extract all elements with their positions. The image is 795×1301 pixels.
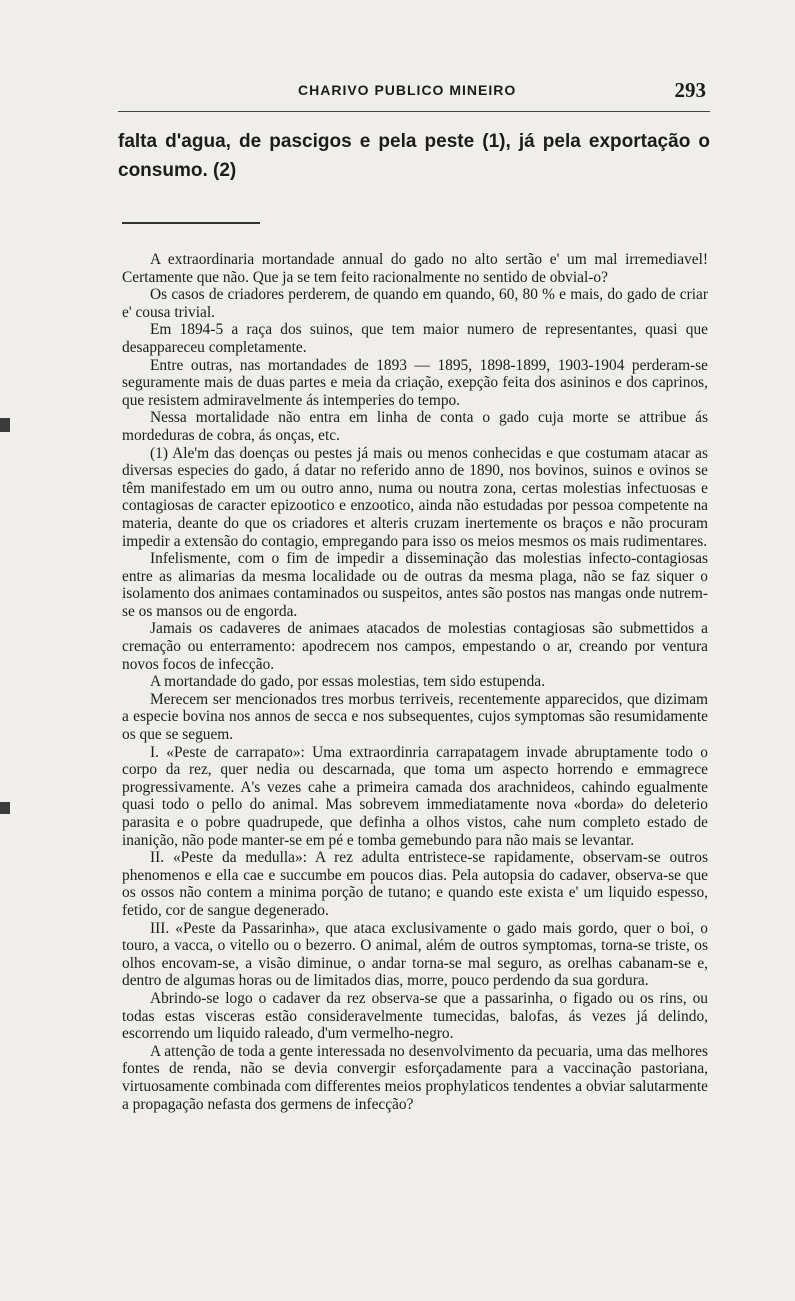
footnote-paragraph: I. «Peste de carrapato»: Uma extraordinria carrapatagem invade abruptamente todo o corpo da rez, quer nedia ou descarnada, que toma um aspecto horrendo e emmagrece progressivamente. A's vezes cahe a primeira camada dos arachnideos, cahindo egualmente quasi todo o pello do animal. Mas sobrevem immediatamente nova «borda» do deleterio parasita e o pobre quadrupede, que definha a olhos vistos, cahe num completo estado de inanição, não pode manter-se em pé e tomba gemebundo para não mais se levantar. (122, 743, 708, 849)
footnote-paragraph: A attenção de toda a gente interessada no desenvolvimento da pecuaria, uma das melhores fontes de renda, não se devia convergir esforçadamente para a vaccinação pastoriana, virtuosamente combinada com differentes meios prophylaticos tendentes a obviar salutarmente a propagação nefasta dos germens de infecção? (122, 1042, 708, 1113)
footnote-paragraph: A mortandade do gado, por essas molestias, tem sido estupenda. (150, 673, 545, 691)
footnote-paragraph: A extraordinaria mortandade annual do gado no alto sertão e' um mal irremediavel! Certamente que não. Que ja se tem feito racionalmente no sentido de obvial-o? (122, 251, 708, 286)
footnote-separator (122, 222, 260, 224)
footnote-paragraph: II. «Peste da medulla»: A rez adulta entristece-se rapidamente, observam-se outros phenomenos e ella cae e succumbe em poucos dias. Pela autopsia do cadaver, observa-se que os ossos não contem a minima porção de tutano; e quando este exista e' um liquido espesso, fetido, cor de sangue degenerado. (122, 849, 708, 919)
footnote-paragraph: (1) Ale'm das doenças ou pestes já mais ou menos conhecidas e que costumam atacar as diversas especies do gado, á datar no referido anno de 1890, nos bovinos, suinos e ovinos se têm manifestado em um ou outro anno, numa ou noutra zona, certas molestias infectuosas e contagiosas de caracter epizootico e enzootico, ainda não estudadas por pessoa competente na materia, deante do que os criadores et alteris cruzam inertemente os braços e não procuram impedir a extensão do contagio, empregando para isso os meios mesmos os mais rudimentares. (122, 444, 708, 550)
header-rule (118, 111, 710, 112)
footnote-paragraph: Infelismente, com o fim de impedir a disseminação das molestias infecto-contagiosas entre as alimarias da mesma localidade ou de outras da mesma plaga, não se faz siquer o isolamento dos animaes contaminados ou suspeitos, antes são postos nas mangas onde nutrem-se os mansos ou de engorda. (122, 550, 708, 620)
page-number: 293 (674, 78, 706, 102)
footnote-paragraph: Abrindo-se logo o cadaver da rez observa-se que a passarinha, o figado ou os rins, ou todas estas visceras estão consideravelmente tumecidas, balofas, ás vezes já delindo, escorrendo um liquido raleado, d'um vermelho-negro. (122, 989, 708, 1043)
footnote-paragraph: Em 1894-5 a raça dos suinos, que tem maior numero de representantes, quasi que desappareceu completamente. (122, 321, 708, 356)
scan-edge-mark (0, 802, 10, 814)
scan-edge-mark (0, 418, 10, 432)
running-header (118, 78, 710, 108)
footnote-paragraph: Entre outras, nas mortandades de 1893 — 1895, 1898-1899, 1903-1904 perderam-se seguramente mais de duas partes e meia da criação, exepção feita dos asininos e dos caprinos, que resistem admiravelmente ás intemperies do tempo. (122, 356, 708, 409)
footnote-paragraph: Jamais os cadaveres de animaes atacados de molestias contagiosas são submettidos a cremação ou enterramento: apodrecem nos campos, empestando o ar, creando por ventura novos focos de infecção. (122, 620, 708, 673)
footnote-paragraph: Nessa mortalidade não entra em linha de conta o gado cuja morte se attribue ás mordeduras de cobra, ás onças, etc. (122, 409, 708, 444)
footnote-paragraph: III. «Peste da Passarinha», que ataca exclusivamente o gado mais gordo, quer o boi, o touro, a vacca, o vitello ou o bezerro. O animal, além de outros symptomas, torna-se triste, os olhos encovam-se, a visão diminue, o andar torna-se mal seguro, as orelhas cabanam-se e, dentro de algumas horas ou de limitados dias, morre, pouco perdendo da sua gordura. (122, 919, 708, 990)
main-paragraph: falta d'agua, de pascigos e pela peste (1), já pela exportação o consumo. (2) (118, 131, 710, 181)
header-title: CHARIVO PUBLICO MINEIRO (298, 82, 517, 98)
footnotes (122, 251, 708, 1113)
footnote-paragraph: Os casos de criadores perderem, de quando em quando, 60, 80 % e mais, do gado de criar e' cousa trivial. (122, 286, 708, 321)
footnote-paragraph: Merecem ser mencionados tres morbus terriveis, recentemente apparecidos, que dizimam a especie bovina nos annos de secca e nos subsequentes, cujos symptomas são resumidamente os que se seguem. (122, 690, 708, 744)
